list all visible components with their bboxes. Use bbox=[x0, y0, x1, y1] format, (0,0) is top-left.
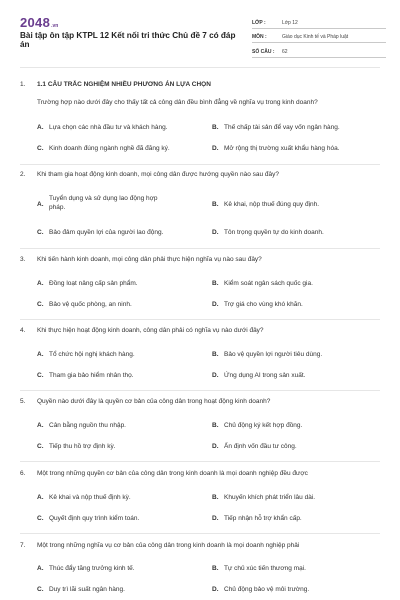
document-title: Bài tập ôn tập KTPL 12 Kết nối tri thức Chủ đề 7 có đáp án bbox=[20, 31, 236, 49]
question-number: 5. bbox=[20, 398, 26, 405]
option-letter: B. bbox=[212, 351, 219, 358]
option-letter: D. bbox=[212, 145, 219, 152]
option-text: Chủ động bảo vệ môi trường. bbox=[224, 586, 310, 593]
option-letter: C. bbox=[37, 301, 44, 308]
question-divider bbox=[20, 319, 380, 320]
question-divider bbox=[20, 248, 380, 249]
option-letter: C. bbox=[37, 515, 44, 522]
option-text: Bảo đảm quyền lợi của người lao động. bbox=[49, 229, 164, 236]
logo-main: 2048 bbox=[20, 15, 51, 30]
option-letter: C. bbox=[37, 443, 44, 450]
meta-count bbox=[252, 43, 386, 58]
meta-key: LỚP : bbox=[252, 19, 266, 26]
question-text: Khi thực hiện hoạt động kinh doanh, công dân phải có nghĩa vụ nào dưới đây? bbox=[37, 327, 264, 334]
option-text: Tham gia bảo hiểm nhân thọ. bbox=[49, 372, 134, 379]
option-text: Tôn trọng quyền tự do kinh doanh. bbox=[224, 229, 324, 236]
question-text: Quyền nào dưới đây là quyền cơ bản của công dân trong hoạt động kinh doanh? bbox=[37, 398, 271, 405]
option-letter: B. bbox=[212, 201, 219, 208]
option-text: Chủ động ký kết hợp đồng. bbox=[224, 422, 303, 429]
option-letter: A. bbox=[37, 351, 44, 358]
section-title: 1.1 CÂU TRẮC NGHIỆM NHIỀU PHƯƠNG ÁN LỰA CHỌN bbox=[37, 81, 211, 88]
option-letter: C. bbox=[37, 586, 44, 593]
option-text: Trợ giá cho vùng khó khăn. bbox=[224, 301, 303, 308]
option-letter: A. bbox=[37, 201, 44, 208]
question-divider bbox=[20, 390, 380, 391]
meta-key: MÔN : bbox=[252, 34, 267, 40]
option-letter: D. bbox=[212, 229, 219, 236]
option-letter: B. bbox=[212, 565, 219, 572]
question-number: 4. bbox=[20, 327, 26, 334]
option-text: Bảo vệ quyền lợi người tiêu dùng. bbox=[224, 351, 323, 358]
question-number: 2. bbox=[20, 171, 26, 178]
meta-class bbox=[252, 14, 386, 29]
option-text: Kê khai, nộp thuế đúng quy định. bbox=[224, 201, 320, 208]
option-letter: A. bbox=[37, 422, 44, 429]
option-text: Thúc đẩy tăng trưởng kinh tế. bbox=[49, 565, 135, 572]
question-text: Một trong những quyền cơ bản của công dân trong kinh doanh là mọi doanh nghiệp đều được bbox=[37, 470, 308, 477]
meta-key: SỐ CÂU : bbox=[252, 48, 275, 55]
option-text: Bảo vệ quốc phòng, an ninh. bbox=[49, 301, 132, 308]
meta-value: 62 bbox=[282, 48, 288, 55]
option-letter: D. bbox=[212, 372, 219, 379]
option-text: Tổ chức hội nghị khách hàng. bbox=[49, 351, 135, 358]
option-letter: A. bbox=[37, 280, 44, 287]
option-letter: D. bbox=[212, 301, 219, 308]
question-text: Khi tham gia hoạt động kinh doanh, mọi công dân được hướng quyền nào sau đây? bbox=[37, 171, 280, 178]
option-letter: B. bbox=[212, 494, 219, 501]
option-letter: A. bbox=[37, 124, 44, 131]
option-letter: C. bbox=[37, 372, 44, 379]
meta-value: Lớp 12 bbox=[282, 19, 298, 26]
option-letter: C. bbox=[37, 229, 44, 236]
option-letter: A. bbox=[37, 565, 44, 572]
option-letter: B. bbox=[212, 280, 219, 287]
option-letter: D. bbox=[212, 586, 219, 593]
option-text: Quyết định quy trình kiểm toán. bbox=[49, 515, 140, 522]
meta-value: Giáo dục Kinh tế và Pháp luật bbox=[282, 34, 349, 40]
question-number: 6. bbox=[20, 470, 26, 477]
option-text: Kinh doanh đúng ngành nghề đã đăng ký. bbox=[49, 145, 170, 152]
option-letter: D. bbox=[212, 515, 219, 522]
question-text: Khi tiến hành kinh doanh, mọi công dân phải thực hiện nghĩa vụ nào sau đây? bbox=[37, 256, 262, 263]
meta-subject bbox=[252, 29, 386, 44]
question-divider bbox=[20, 461, 380, 462]
option-text: Lựa chọn các nhà đầu tư và khách hàng. bbox=[49, 124, 168, 131]
question-number: 3. bbox=[20, 256, 26, 263]
option-letter: A. bbox=[37, 494, 44, 501]
option-text: Tiếp thu hồ trợ định kỳ. bbox=[49, 443, 116, 450]
option-text: Ứng dụng AI trong sản xuất. bbox=[224, 372, 306, 379]
question-number: 7. bbox=[20, 542, 26, 549]
option-text: Tiếp nhận hỗ trợ khẩn cấp. bbox=[224, 515, 302, 522]
option-text: Thế chấp tài sản để vay vốn ngân hàng. bbox=[224, 124, 340, 131]
question-number: 1. bbox=[20, 81, 26, 88]
site-logo[interactable] bbox=[20, 14, 58, 32]
option-letter: B. bbox=[212, 124, 219, 131]
option-text: Cân bằng nguồn thu nhập. bbox=[49, 422, 126, 429]
option-text: Kê khai và nộp thuế định kỳ. bbox=[49, 494, 131, 501]
question-text: Một trong những nghĩa vụ cơ bản của công dân trong kinh doanh là mọi doanh nghiệp phải bbox=[37, 542, 300, 549]
option-letter: B. bbox=[212, 422, 219, 429]
option-text: Tuyển dụng và sử dụng lao động hợp pháp. bbox=[49, 195, 158, 211]
question-divider bbox=[20, 533, 380, 534]
question-divider bbox=[20, 164, 380, 165]
option-text: Đồng loạt nâng cấp sản phẩm. bbox=[49, 280, 138, 287]
option-text: Kiểm soát ngân sách quốc gia. bbox=[224, 280, 313, 287]
option-letter: C. bbox=[37, 145, 44, 152]
question-text: Trường hợp nào dưới đây cho thấy tất cả công dân đều bình đẳng về nghĩa vụ trong kinh doanh? bbox=[37, 99, 318, 106]
option-text: Duy trì lãi suất ngân hàng. bbox=[49, 586, 125, 593]
logo-suffix: .vn bbox=[51, 23, 59, 29]
option-text: Ấn định vốn đầu tư công. bbox=[224, 443, 297, 450]
header-divider bbox=[20, 67, 380, 68]
document-meta bbox=[252, 14, 386, 58]
option-text: Tự chủ xúc tiến thương mại. bbox=[224, 565, 306, 572]
option-text: Khuyến khích phát triển lâu dài. bbox=[224, 494, 316, 501]
option-letter: D. bbox=[212, 443, 219, 450]
option-text: Mở rộng thị trường xuất khẩu hàng hóa. bbox=[224, 145, 340, 152]
page-header bbox=[0, 0, 400, 68]
